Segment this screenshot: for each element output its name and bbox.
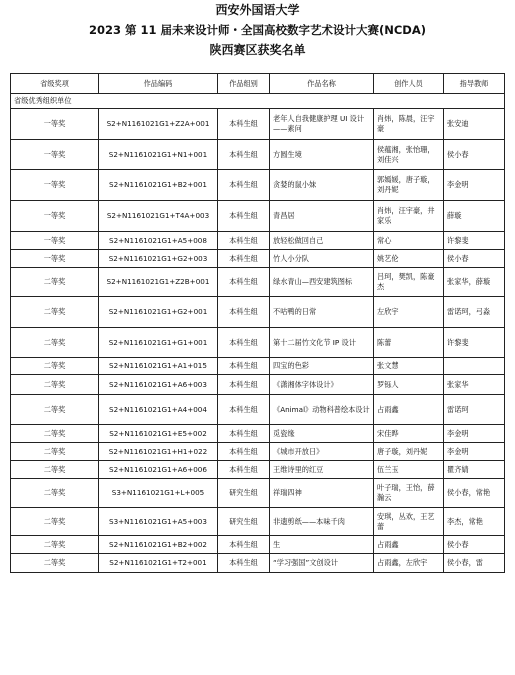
cell-code: S2+N1161021G1+A4+004 [99, 395, 218, 425]
cell-authors: 肖炜，陈晨，汪宇豪 [374, 109, 444, 140]
cell-authors: 唐子璇，刘丹妮 [374, 443, 444, 461]
cell-group: 本科生组 [218, 170, 270, 201]
cell-award: 一等奖 [11, 170, 99, 201]
cell-authors: 安琪，丛欢，王艺蕾 [374, 508, 444, 536]
cell-group: 本科生组 [218, 358, 270, 375]
cell-title: 青昌居 [270, 201, 374, 232]
cell-title: 《潇湘体字体设计》 [270, 375, 374, 395]
cell-award: 一等奖 [11, 109, 99, 140]
cell-award: 二等奖 [11, 395, 99, 425]
cell-teacher: 许黎斐 [444, 232, 505, 250]
cell-award: 二等奖 [11, 443, 99, 461]
cell-group: 本科生组 [218, 375, 270, 395]
table-row [11, 201, 505, 232]
col-header-code: 作品编码 [99, 74, 218, 94]
cell-title: 觅瓷缘 [270, 425, 374, 443]
cell-teacher: 张家华 [444, 375, 505, 395]
cell-group: 本科生组 [218, 201, 270, 232]
cell-teacher: 侯小春 [444, 250, 505, 268]
table-row [11, 268, 505, 297]
cell-authors: 常心 [374, 232, 444, 250]
table-row [11, 443, 505, 461]
cell-teacher: 瞿齐婧 [444, 461, 505, 479]
cell-code: S2+N1161021G1+E5+002 [99, 425, 218, 443]
cell-teacher: 李杰，常艳 [444, 508, 505, 536]
cell-authors: 肖炜，汪宇豪，井家乐 [374, 201, 444, 232]
table-row [11, 554, 505, 573]
cell-code: S2+N1161021G1+T2+001 [99, 554, 218, 573]
cell-teacher: 侯小春 [444, 140, 505, 170]
cell-award: 一等奖 [11, 232, 99, 250]
cell-teacher: 侯小春 [444, 536, 505, 554]
cell-authors: 宋佳晔 [374, 425, 444, 443]
cell-teacher: 薛璇 [444, 201, 505, 232]
cell-teacher [444, 358, 505, 375]
cell-award: 二等奖 [11, 536, 99, 554]
cell-code: S2+N1161021G1+B2+002 [99, 536, 218, 554]
table-row [11, 425, 505, 443]
cell-teacher: 侯小春，常艳 [444, 479, 505, 508]
cell-title: 不咕鸭的日常 [270, 297, 374, 328]
cell-title: 四宝的色彩 [270, 358, 374, 375]
cell-code: S3+N1161021G1+L+005 [99, 479, 218, 508]
table-row [11, 395, 505, 425]
cell-title: “学习强国”文创设计 [270, 554, 374, 573]
cell-code: S2+N1161021G1+A6+006 [99, 461, 218, 479]
cell-teacher: 张安迪 [444, 109, 505, 140]
cell-group: 研究生组 [218, 479, 270, 508]
cell-authors: 叶子瑞，王怡，薛瀚云 [374, 479, 444, 508]
cell-award: 一等奖 [11, 250, 99, 268]
cell-code: S2+N1161021G1+A1+015 [99, 358, 218, 375]
cell-group: 本科生组 [218, 109, 270, 140]
competition-title: 2023 第 11 届未来设计师・全国高校数字艺术设计大赛(NCDA) [88, 23, 427, 37]
title-block [0, 0, 515, 60]
cell-title: 生 [270, 536, 374, 554]
cell-teacher: 许黎斐 [444, 328, 505, 358]
cell-award: 二等奖 [11, 358, 99, 375]
cell-award: 二等奖 [11, 425, 99, 443]
cell-award: 二等奖 [11, 297, 99, 328]
cell-code: S3+N1161021G1+A5+003 [99, 508, 218, 536]
cell-title: 竹人小分队 [270, 250, 374, 268]
cell-title: 放轻松做回自己 [270, 232, 374, 250]
cell-authors: 占雨鑫 [374, 395, 444, 425]
cell-code: S2+N1161021G1+H1+022 [99, 443, 218, 461]
cell-award: 一等奖 [11, 201, 99, 232]
col-header-title: 作品名称 [270, 74, 374, 94]
cell-teacher: 李金明 [444, 425, 505, 443]
cell-code: S2+N1161021G1+N1+001 [99, 140, 218, 170]
cell-title: 祥瑞四神 [270, 479, 374, 508]
cell-code: S2+N1161021G1+G2+003 [99, 250, 218, 268]
cell-award: 二等奖 [11, 268, 99, 297]
cell-authors: 吕珂，樊凯，陈豪杰 [374, 268, 444, 297]
cell-title: 第十二届竹文化节 IP 设计 [270, 328, 374, 358]
cell-teacher: 李金明 [444, 170, 505, 201]
cell-title: 老年人自我健康护理 UI 设计——素问 [270, 109, 374, 140]
col-header-authors: 创作人员 [374, 74, 444, 94]
table-row [11, 250, 505, 268]
cell-group: 本科生组 [218, 536, 270, 554]
cell-code: S2+N1161021G1+A5+008 [99, 232, 218, 250]
cell-code: S2+N1161021G1+B2+001 [99, 170, 218, 201]
cell-group: 本科生组 [218, 328, 270, 358]
cell-group: 研究生组 [218, 508, 270, 536]
cell-authors: 占雨鑫，左欣宇 [374, 554, 444, 573]
cell-teacher: 侯小春，雷 [444, 554, 505, 573]
cell-group: 本科生组 [218, 395, 270, 425]
table-row [11, 170, 505, 201]
col-header-award: 省级奖项 [11, 74, 99, 94]
table-row [11, 109, 505, 140]
table-row [11, 375, 505, 395]
cell-teacher: 李金明 [444, 443, 505, 461]
cell-award: 一等奖 [11, 140, 99, 170]
cell-code: S2+N1161021G1+A6+003 [99, 375, 218, 395]
cell-award: 二等奖 [11, 508, 99, 536]
table-row [11, 297, 505, 328]
cell-code: S2+N1161021G1+G1+001 [99, 328, 218, 358]
cell-group: 本科生组 [218, 461, 270, 479]
university-title: 西安外国语大学 [215, 3, 300, 17]
cell-authors: 侯蕴湘，张怡珊，刘佳兴 [374, 140, 444, 170]
cell-group: 本科生组 [218, 268, 270, 297]
cell-title: 绿水青山—西安建筑图标 [270, 268, 374, 297]
cell-award: 二等奖 [11, 479, 99, 508]
table-row [11, 479, 505, 508]
cell-group: 本科生组 [218, 425, 270, 443]
table-row [11, 328, 505, 358]
cell-group: 本科生组 [218, 232, 270, 250]
table-row [11, 232, 505, 250]
cell-group: 本科生组 [218, 554, 270, 573]
cell-title: 王维诗里的红豆 [270, 461, 374, 479]
cell-group: 本科生组 [218, 443, 270, 461]
cell-code: S2+N1161021G1+G2+001 [99, 297, 218, 328]
section-row [11, 94, 505, 109]
cell-authors: 占雨鑫 [374, 536, 444, 554]
cell-authors: 郭嫣媛，唐子璇，刘丹妮 [374, 170, 444, 201]
cell-authors: 张文慧 [374, 358, 444, 375]
table-row [11, 140, 505, 170]
cell-group: 本科生组 [218, 140, 270, 170]
cell-title: 非遗剪纸——本味千肉 [270, 508, 374, 536]
cell-teacher: 张家华，薛璇 [444, 268, 505, 297]
cell-teacher: 雷诺珂 [444, 395, 505, 425]
table-row [11, 461, 505, 479]
cell-code: S2+N1161021G1+T4A+003 [99, 201, 218, 232]
cell-group: 本科生组 [218, 250, 270, 268]
cell-code: S2+N1161021G1+Z2B+001 [99, 268, 218, 297]
awards-table [10, 73, 505, 573]
cell-award: 二等奖 [11, 328, 99, 358]
cell-title: 《Animal》动物科普绘本设计 [270, 395, 374, 425]
cell-authors: 罗铄人 [374, 375, 444, 395]
cell-code: S2+N1161021G1+Z2A+001 [99, 109, 218, 140]
col-header-group: 作品组别 [218, 74, 270, 94]
cell-title: 方圆生境 [270, 140, 374, 170]
cell-award: 二等奖 [11, 375, 99, 395]
table-row [11, 536, 505, 554]
cell-authors: 陈蕾 [374, 328, 444, 358]
table-header-row [11, 74, 505, 94]
cell-teacher: 雷诺珂，弓淼 [444, 297, 505, 328]
cell-title: 《城市开放日》 [270, 443, 374, 461]
col-header-teacher: 指导教师 [444, 74, 505, 94]
cell-group: 本科生组 [218, 297, 270, 328]
cell-title: 贪婪的鼠小妹 [270, 170, 374, 201]
cell-award: 二等奖 [11, 554, 99, 573]
cell-authors: 姚艺伦 [374, 250, 444, 268]
cell-authors: 左欣宇 [374, 297, 444, 328]
table-row [11, 508, 505, 536]
cell-award: 二等奖 [11, 461, 99, 479]
cell-authors: 伍兰玉 [374, 461, 444, 479]
list-title: 陕西赛区获奖名单 [209, 43, 306, 57]
table-row [11, 358, 505, 375]
section-label: 省级优秀组织单位 [11, 94, 505, 109]
